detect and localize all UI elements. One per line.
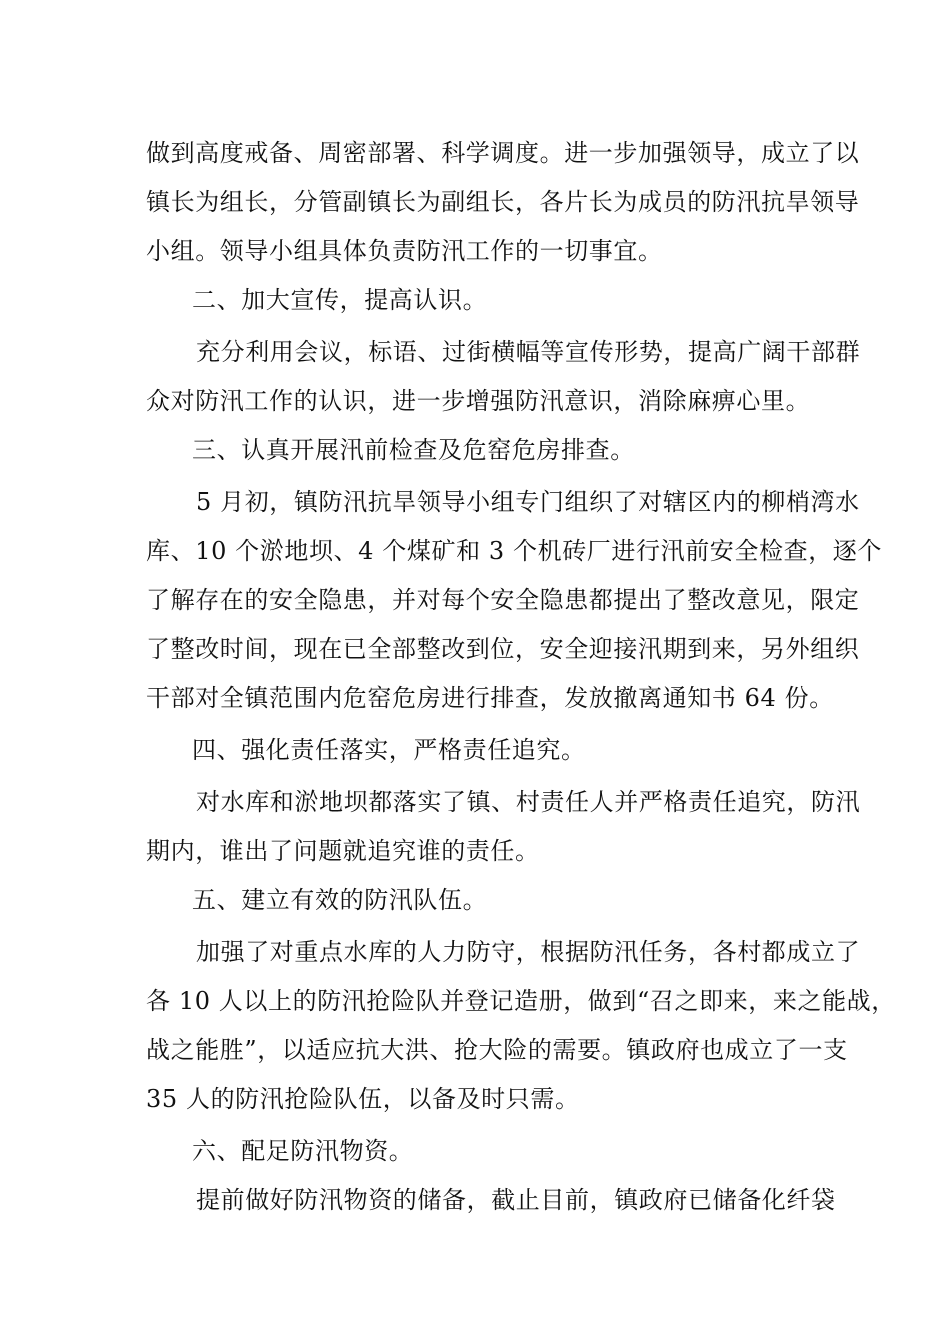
paragraph-line: 众对防汛工作的认识，进一步增强防汛意识，消除麻痹心里。 bbox=[146, 387, 811, 415]
section-heading: 四、强化责任落实，严格责任追究。 bbox=[192, 736, 586, 764]
paragraph-line: 干部对全镇范围内危窑危房进行排查，发放撤离通知书 64 份。 bbox=[146, 684, 834, 712]
paragraph-line: 5 月初，镇防汛抗旱领导小组专门组织了对辖区内的柳梢湾水 bbox=[196, 488, 860, 516]
section-heading: 六、配足防汛物资。 bbox=[192, 1137, 414, 1165]
paragraph-line: 加强了对重点水库的人力防守，根据防汛任务，各村都成立了 bbox=[196, 938, 861, 966]
paragraph-line: 小组。领导小组具体负责防汛工作的一切事宜。 bbox=[146, 237, 663, 265]
paragraph-line: 35 人的防汛抢险队伍，以备及时只需。 bbox=[146, 1085, 580, 1113]
paragraph-line: 了整改时间，现在已全部整改到位，安全迎接汛期到来，另外组织 bbox=[146, 635, 860, 663]
paragraph-line: 镇长为组长，分管副镇长为副组长，各片长为成员的防汛抗旱领导 bbox=[146, 188, 860, 216]
section-heading: 五、建立有效的防汛队伍。 bbox=[192, 886, 488, 914]
paragraph-line: 了解存在的安全隐患，并对每个安全隐患都提出了整改意见，限定 bbox=[146, 586, 860, 614]
paragraph-line: 各 10 人以上的防汛抢险队并登记造册，做到“召之即来，来之能战， bbox=[146, 987, 896, 1015]
paragraph-line: 提前做好防汛物资的储备，截止目前，镇政府已储备化纤袋 bbox=[196, 1186, 836, 1214]
section-heading: 二、加大宣传，提高认识。 bbox=[192, 286, 488, 314]
paragraph-line: 期内，谁出了问题就追究谁的责任。 bbox=[146, 837, 540, 865]
paragraph-line: 充分利用会议，标语、过街横幅等宣传形势，提高广阔干部群 bbox=[196, 338, 861, 366]
paragraph-line: 对水库和淤地坝都落实了镇、村责任人并严格责任追究，防汛 bbox=[196, 788, 861, 816]
section-heading: 三、认真开展汛前检查及危窑危房排查。 bbox=[192, 436, 635, 464]
paragraph-line: 战之能胜”，以适应抗大洪、抢大险的需要。镇政府也成立了一支 bbox=[146, 1036, 848, 1064]
paragraph-line: 做到高度戒备、周密部署、科学调度。进一步加强领导，成立了以 bbox=[146, 139, 860, 167]
paragraph-line: 库、10 个淤地坝、4 个煤矿和 3 个机砖厂进行汛前安全检查，逐个 bbox=[146, 537, 882, 565]
